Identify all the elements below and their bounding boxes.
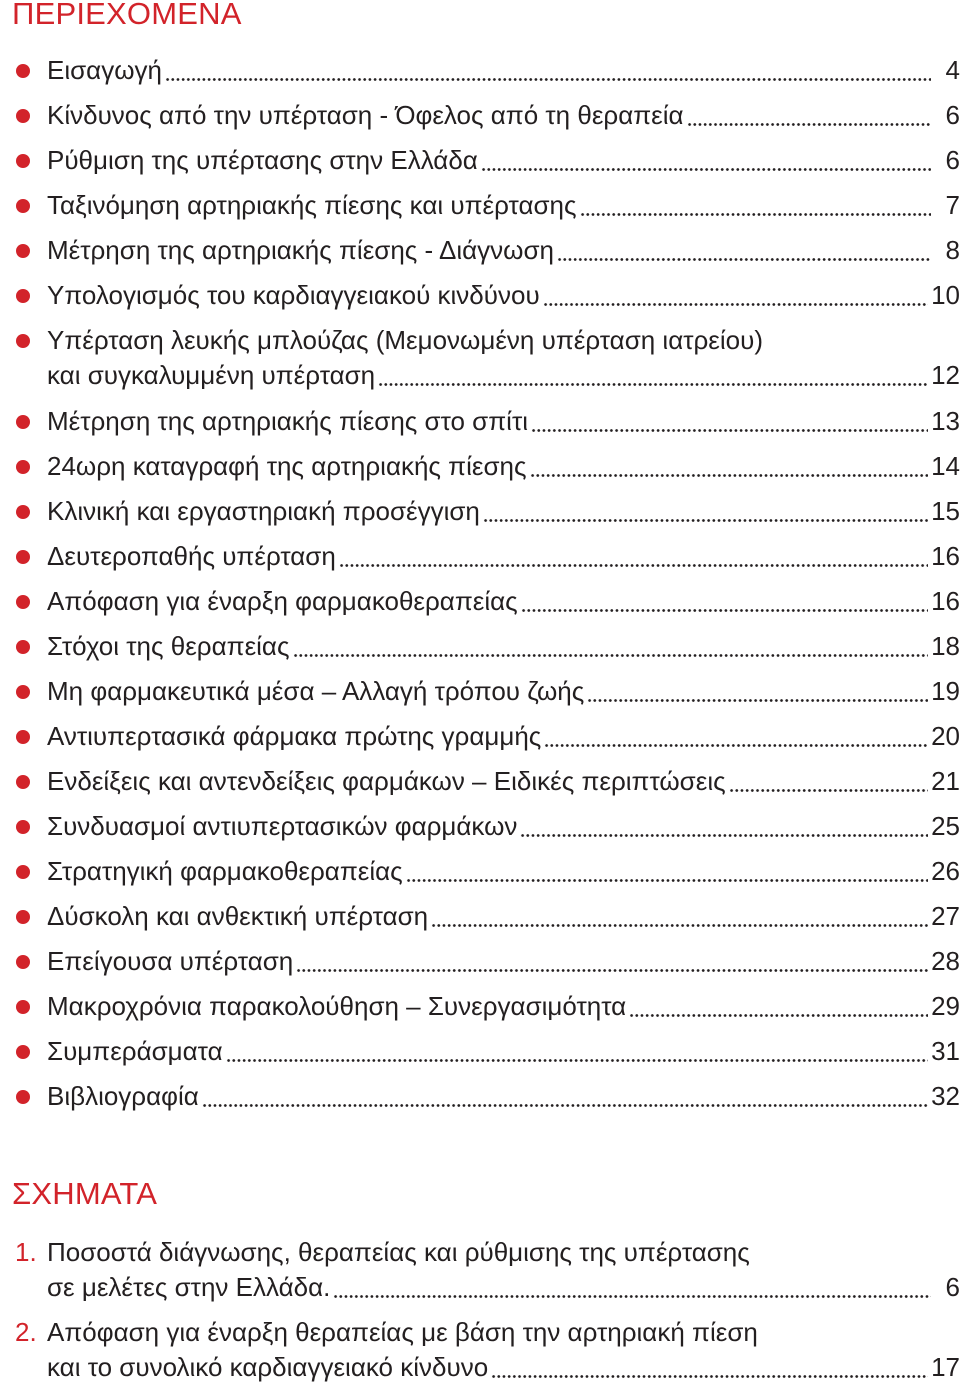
dot-leader [543,277,928,313]
page-number: 19 [931,676,960,706]
entry-line [47,187,960,223]
entry-title: Ενδείξεις και αντενδείξεις φαρμάκων – Ειδικές περιπτώσεις [47,766,726,796]
entry-title: και το συνολικό καρδιαγγειακό κίνδυνο [47,1352,489,1382]
page-number: 6 [945,100,960,130]
bullet-icon [16,820,30,834]
figure-number: 2. [15,1317,37,1347]
bullet-icon [16,199,30,213]
entry-line [47,538,960,574]
page-number: 25 [931,811,960,841]
entry-title: Μη φαρμακευτικά μέσα – Αλλαγή τρόπου ζωής [47,676,585,706]
page-number: 26 [931,856,960,886]
dot-leader [378,357,928,393]
figures-heading: ΣΧΗΜΑΤΑ [12,1176,158,1211]
dot-leader [293,628,929,664]
dot-leader [544,718,928,754]
entry-line [47,493,960,529]
dot-leader [520,808,928,844]
entry-line [47,763,960,799]
dot-leader [226,1033,928,1069]
dot-leader [521,583,928,619]
bullet-icon [16,550,30,564]
entry-line [47,142,960,178]
entry-title: Κλινική και εργαστηριακή προσέγγιση [47,496,480,526]
bullet-icon [16,910,30,924]
bullet-icon [16,595,30,609]
page-number: 13 [931,406,960,436]
entry-line [47,403,960,439]
dot-leader [165,52,931,88]
entry-title: Στόχοι της θεραπείας [47,631,290,661]
entry-title: Δύσκολη και ανθεκτική υπέρταση [47,901,429,931]
entry-title: Κίνδυνος από την υπέρταση - Όφελος από τη θεραπεία [47,100,684,130]
page-number: 10 [931,280,960,310]
dot-leader [687,97,931,133]
entry-line [47,898,960,934]
bullet-icon [16,460,30,474]
entry-title: και συγκαλυμμένη υπέρταση [47,360,376,390]
entry-line [47,583,960,619]
bullet-icon [16,1000,30,1014]
dot-leader [202,1078,928,1114]
entry-line [47,673,960,709]
entry-title-first-line: Ποσοστά διάγνωσης, θεραπείας και ρύθμισης της υπέρτασης [47,1237,750,1267]
entry-line [47,853,960,889]
bullet-icon [16,775,30,789]
entry-title: Εισαγωγή [47,55,162,85]
page-number: 29 [931,991,960,1021]
dot-leader [481,142,931,178]
bullet-icon [16,64,30,78]
page-number: 15 [931,496,960,526]
dot-leader [531,403,928,439]
bullet-icon [16,640,30,654]
bullet-icon [16,685,30,699]
entry-line [47,232,960,268]
entry-title: Συνδυασμοί αντιυπερτασικών φαρμάκων [47,811,518,841]
toc-heading: ΠΕΡΙΕΧΟΜΕΝΑ [12,0,242,31]
entry-line [47,988,960,1024]
entry-line [47,1269,960,1305]
entry-title: Μακροχρόνια παρακολούθηση – Συνεργασιμότητα [47,991,627,1021]
entry-title: Δευτεροπαθής υπέρταση [47,541,336,571]
entry-title: Συμπεράσματα [47,1036,223,1066]
entry-line [47,1078,960,1114]
page-number: 16 [931,586,960,616]
entry-line [47,808,960,844]
bullet-icon [16,154,30,168]
page-number: 32 [931,1081,960,1111]
entry-title: Επείγουσα υπέρταση [47,946,294,976]
page-number: 27 [931,901,960,931]
dot-leader [491,1349,928,1385]
entry-title: Μέτρηση της αρτηριακής πίεσης - Διάγνωση [47,235,554,265]
dot-leader [587,673,928,709]
bullet-icon [16,730,30,744]
bullet-icon [16,1090,30,1104]
dot-leader [333,1269,931,1305]
dot-leader [296,943,928,979]
bullet-icon [16,289,30,303]
dot-leader [729,763,928,799]
entry-title: Αντιυπερτασικά φάρμακα πρώτης γραμμής [47,721,542,751]
entry-title-first-line: Υπέρταση λευκής μπλούζας (Μεμονωμένη υπέρταση ιατρείου) [47,325,764,355]
dot-leader [629,988,928,1024]
page-number: 20 [931,721,960,751]
entry-title-first-line: Απόφαση για έναρξη θεραπείας με βάση την αρτηριακή πίεση [47,1317,758,1347]
entry-title: Βιβλιογραφία [47,1081,199,1111]
page-number: 17 [931,1352,960,1382]
entry-line [47,628,960,664]
bullet-icon [16,505,30,519]
dot-leader [339,538,928,574]
entry-title: Ταξινόμηση αρτηριακής πίεσης και υπέρτασης [47,190,577,220]
page-number: 6 [945,1272,960,1302]
bullet-icon [16,334,30,348]
figure-number: 1. [15,1237,37,1267]
bullet-icon [16,415,30,429]
bullet-icon [16,1045,30,1059]
entry-line [47,718,960,754]
entry-title: Ρύθμιση της υπέρτασης στην Ελλάδα [47,145,478,175]
dot-leader [431,898,928,934]
entry-line [47,97,960,133]
dot-leader [406,853,928,889]
page-number: 28 [931,946,960,976]
page-number: 21 [931,766,960,796]
entry-title: 24ωρη καταγραφή της αρτηριακής πίεσης [47,451,527,481]
page-number: 16 [931,541,960,571]
entry-title: Υπολογισμός του καρδιαγγειακού κινδύνου [47,280,540,310]
page-number: 8 [945,235,960,265]
page-number: 18 [931,631,960,661]
bullet-icon [16,109,30,123]
page-number: 4 [945,55,960,85]
bullet-icon [16,244,30,258]
entry-line [47,357,960,393]
entry-line [47,448,960,484]
page-number: 7 [945,190,960,220]
page-number: 31 [931,1036,960,1066]
page-number: 6 [945,145,960,175]
dot-leader [530,448,929,484]
entry-line [47,52,960,88]
entry-title: Απόφαση για έναρξη φαρμακοθεραπείας [47,586,518,616]
entry-line [47,277,960,313]
entry-line [47,943,960,979]
bullet-icon [16,865,30,879]
entry-title: σε μελέτες στην Ελλάδα. [47,1272,331,1302]
dot-leader [557,232,931,268]
page-number: 14 [931,451,960,481]
entry-line [47,1349,960,1385]
dot-leader [483,493,928,529]
entry-title: Στρατηγική φαρμακοθεραπείας [47,856,403,886]
bullet-icon [16,955,30,969]
entry-title: Μέτρηση της αρτηριακής πίεσης στο σπίτι [47,406,528,436]
entry-line [47,1033,960,1069]
dot-leader [580,187,931,223]
page-number: 12 [931,360,960,390]
